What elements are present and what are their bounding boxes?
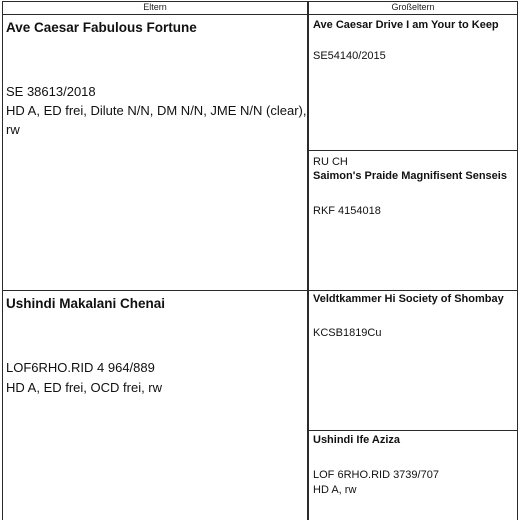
grandparent-2-name: Saimon's Praide Magnifisent Senseis [313, 170, 507, 182]
grandparent-4-health: HD A, rw [313, 484, 357, 496]
header-grandparents: Großeltern [391, 2, 435, 12]
grandparents-divider-lower [308, 430, 518, 431]
parent-dam-cell [6, 296, 306, 518]
parent-sire-cell [6, 20, 306, 288]
grandparent-2-registration: RKF 4154018 [313, 205, 381, 217]
grandparent-3-registration: KCSB1819Cu [313, 327, 382, 339]
grandparent-2-title: RU CH [313, 156, 348, 168]
grandparent-1-name: Ave Caesar Drive I am Your to Keep [313, 19, 499, 31]
grandparent-4-cell [313, 434, 517, 518]
border-right [517, 1, 518, 520]
grandparent-3-name: Veldtkammer Hi Society of Shombay [313, 293, 504, 305]
parent-sire-health-line-1: HD A, ED frei, Dilute N/N, DM N/N, JME N/N (clear), [6, 103, 307, 118]
parent-sire-health-line-2: rw [6, 122, 20, 137]
parent-dam-health: HD A, ED frei, OCD frei, rw [6, 380, 163, 395]
grandparents-divider-upper [308, 150, 518, 151]
grandparent-1-cell [313, 19, 517, 149]
parent-sire-registration: SE 38613/2018 [6, 84, 96, 99]
parent-sire-name: Ave Caesar Fabulous Fortune [6, 20, 197, 35]
grandparent-4-name: Ushindi Ife Aziza [313, 434, 400, 446]
border-left [2, 1, 3, 520]
header-parents: Eltern [143, 2, 167, 12]
parent-sire-health [6, 101, 306, 139]
column-divider [307, 1, 309, 520]
parent-dam-registration: LOF6RHO.RID 4 964/889 [6, 360, 155, 375]
grandparent-4-registration: LOF 6RHO.RID 3739/707 [313, 469, 439, 481]
parent-dam-name: Ushindi Makalani Chenai [6, 296, 166, 311]
header-divider [2, 14, 518, 15]
grandparent-3-cell [313, 293, 517, 428]
parents-row-divider [2, 290, 518, 291]
grandparent-2-cell [313, 156, 517, 288]
grandparent-1-registration: SE54140/2015 [313, 50, 386, 62]
